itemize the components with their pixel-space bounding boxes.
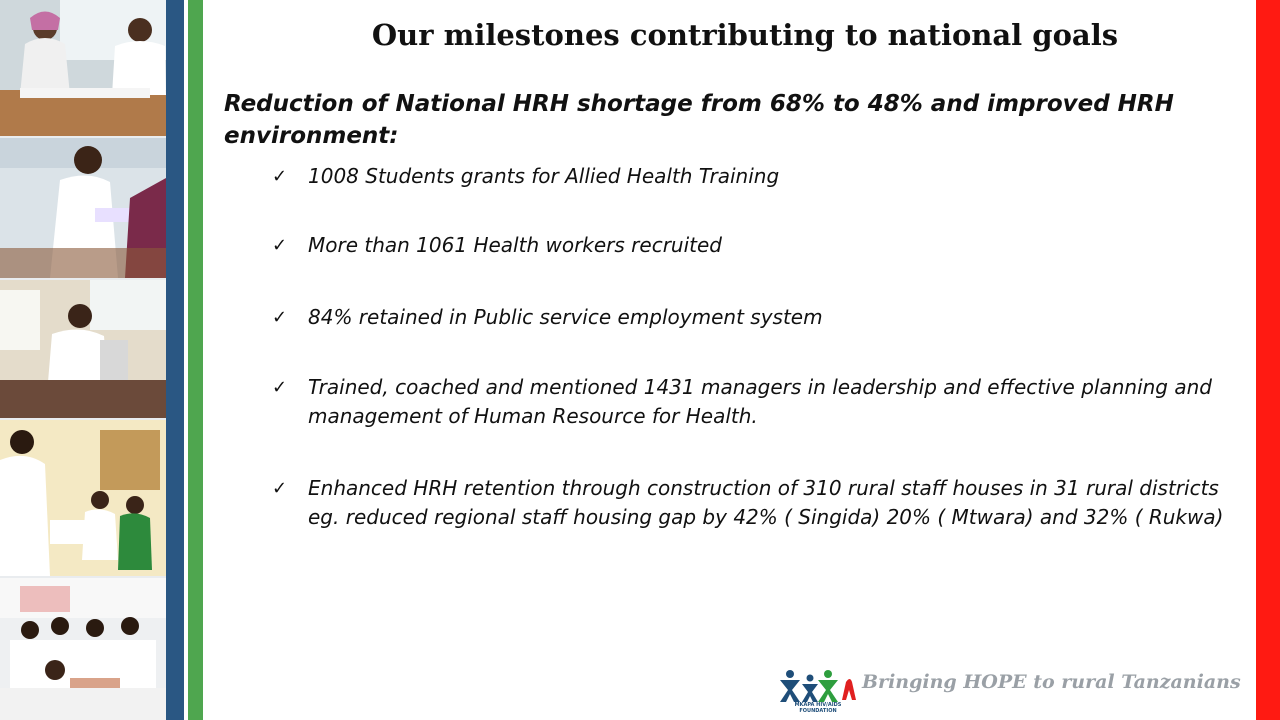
bullet-text: Trained, coached and mentioned 1431 managers in leadership and effective planning and management of Human Resource for Health. xyxy=(308,375,1212,428)
photo-health-worker-with-patient xyxy=(0,138,166,278)
checkmark-icon: ✓ xyxy=(272,377,288,398)
red-stripe xyxy=(1256,0,1280,720)
bullet-text: More than 1061 Health workers recruited xyxy=(308,233,722,257)
photo-lab-microscope xyxy=(0,280,166,418)
checkmark-icon: ✓ xyxy=(272,235,288,256)
checkmark-icon: ✓ xyxy=(272,166,288,187)
bullet-text: Enhanced HRH retention through construction of 310 rural staff houses in 31 rural districts eg. reduced regional staff housing gap by 42% ( Singida) 20% ( Mtwara) and 32% ( Rukwa) xyxy=(308,476,1224,529)
green-stripe xyxy=(188,0,203,720)
bullet-text: 1008 Students grants for Allied Health Training xyxy=(308,164,780,188)
bullet-text: 84% retained in Public service employment system xyxy=(308,305,823,329)
photo-nurses-at-desk xyxy=(0,0,166,136)
slide-subtitle: Reduction of National HRH shortage from 68% to 48% and improved HRH environment: xyxy=(224,91,1174,149)
checkmark-icon: ✓ xyxy=(272,478,288,499)
footer-tagline: Bringing HOPE to rural Tanzanians xyxy=(862,671,1241,693)
blue-stripe xyxy=(166,0,184,720)
photo-students-classroom xyxy=(0,578,166,720)
slide-title: Our milestones contributing to national goals xyxy=(371,18,1119,52)
photo-nurse-training-group xyxy=(0,420,166,576)
checkmark-icon: ✓ xyxy=(272,307,288,328)
photo-column xyxy=(0,0,166,720)
logo-caption: MKAPA HIV/AIDS FOUNDATION xyxy=(794,702,842,714)
